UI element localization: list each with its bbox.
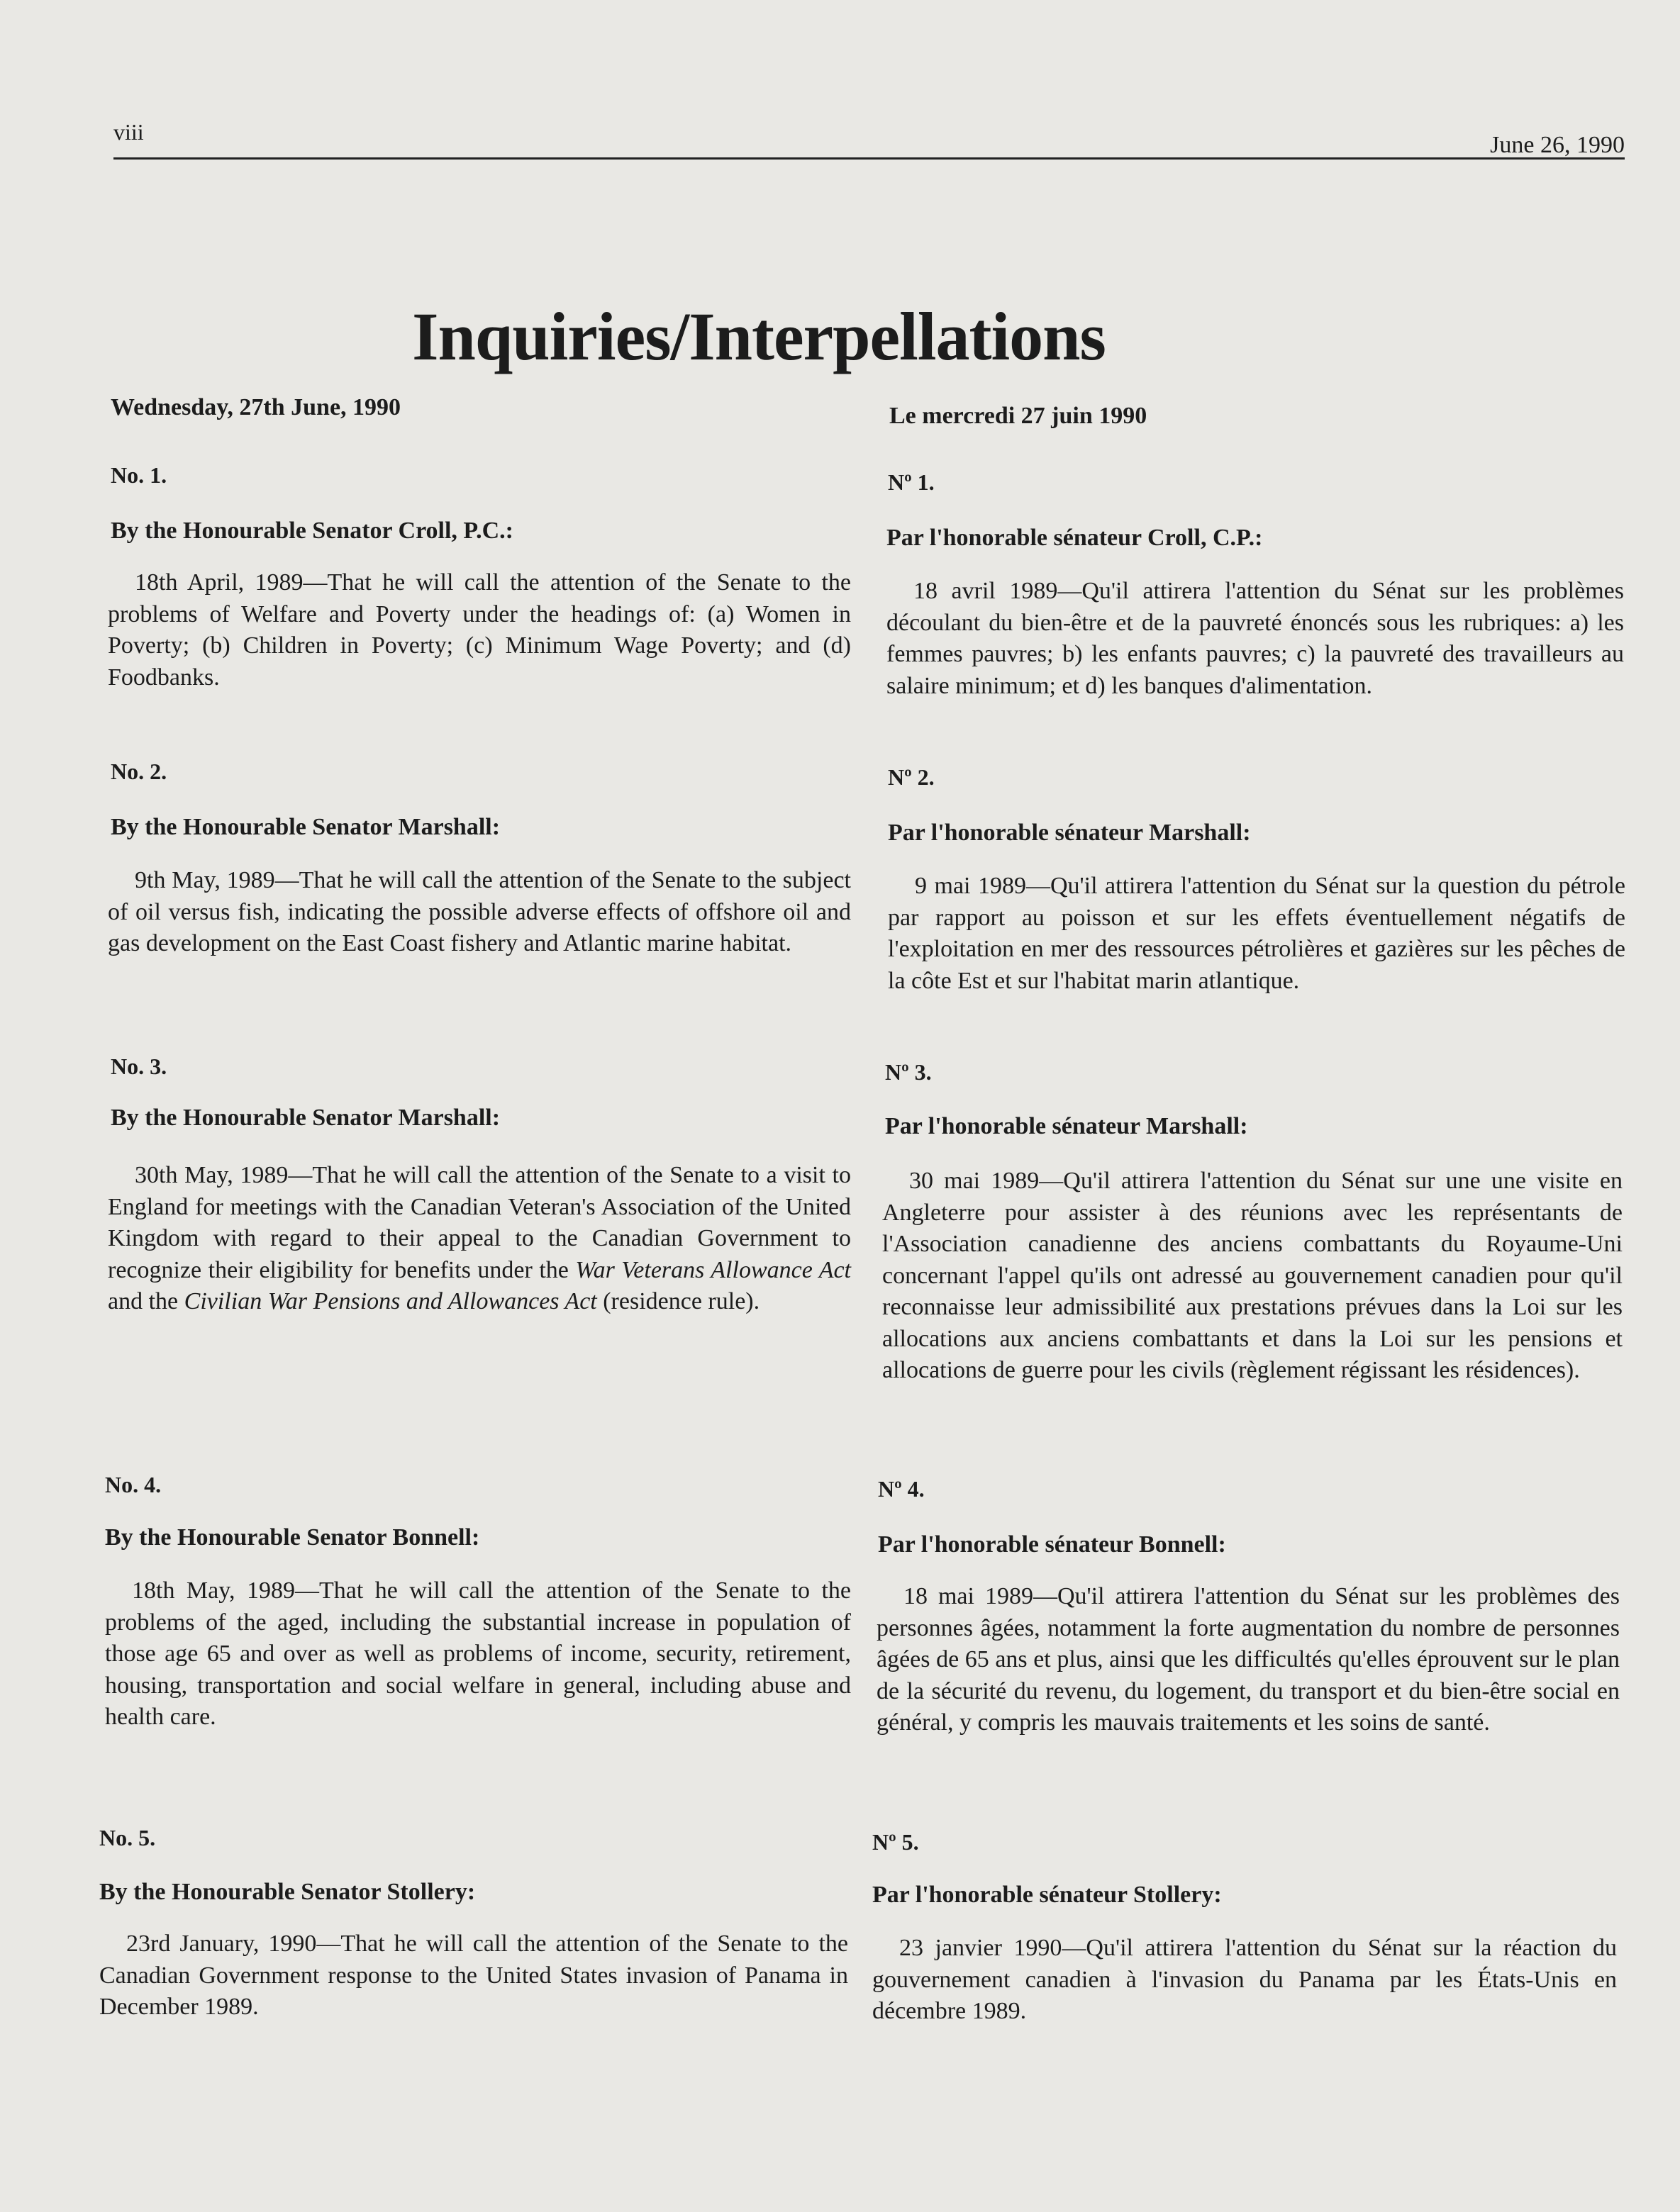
english-date-line: Wednesday, 27th June, 1990 — [111, 394, 401, 420]
french-item-5-number: Nº 5. — [872, 1829, 919, 1855]
english-item-2-text: 9th May, 1989—That he will call the attention of the Senate to the subject of oil versus fish, indicating the possible adverse effects of offshore oil and gas development on the East Coast fishery and Atlantic marine habitat. — [108, 867, 851, 956]
english-item-1-by: By the Honourable Senator Croll, P.C.: — [111, 518, 513, 544]
english-item-5-by: By the Honourable Senator Stollery: — [99, 1879, 476, 1905]
civilian-war-pensions-act: Civilian War Pensions and Allowances Act — [184, 1288, 597, 1314]
french-item-2-number: Nº 2. — [888, 764, 935, 790]
english-item-2-by: By the Honourable Senator Marshall: — [111, 814, 501, 840]
french-item-2-text: 9 mai 1989—Qu'il attirera l'attention du Sénat sur la question du pétrole par rapport au poisson et sur les effets éventuellement négatifs de l'exploitation en mer des ressources pétrolières et gazières sur les pêches de la côte Est et sur l'habitat marin atlantique. — [888, 873, 1625, 994]
french-item-1-by: Par l'honorable sénateur Croll, C.P.: — [886, 525, 1263, 551]
english-item-3-text-part3: (residence rule). — [596, 1288, 760, 1314]
french-item-1-text: 18 avril 1989—Qu'il attirera l'attention du Sénat sur les problèmes découlant du bien-être et de la pauvreté énoncés sous les rubriques: a) les femmes pauvres; b) les enfants pauvres; c) la pauvreté des travailleurs au salaire minimum; et d) les banques d'alimentation. — [886, 578, 1624, 699]
french-item-5-text: 23 janvier 1990—Qu'il attirera l'attention du Sénat sur la réaction du gouvernement canadien à l'invasion du Panama par les États-Unis en décembre 1989. — [872, 1935, 1617, 2024]
english-item-3-number: No. 3. — [111, 1054, 167, 1079]
english-item-3-text-part1: 30th May, 1989—That he will call the attention of the Senate to a visit to England for meetings with the Canadian Veteran's Association of the United Kingdom with regard to their appeal to the Canadian Government to recognize their eligibility for benefits under the — [108, 1162, 851, 1283]
french-item-3-by: Par l'honorable sénateur Marshall: — [885, 1113, 1248, 1139]
english-item-1-number: No. 1. — [111, 462, 167, 488]
french-item-1-number: Nº 1. — [888, 469, 935, 495]
english-item-2-number: No. 2. — [111, 759, 167, 784]
english-item-5-number: No. 5. — [99, 1825, 156, 1850]
war-veterans-allowance-act: War Veterans Allowance Act — [575, 1256, 851, 1283]
english-item-4-number: No. 4. — [105, 1472, 162, 1497]
page-number: viii — [113, 119, 144, 145]
english-item-5-text: 23rd January, 1990—That he will call the attention of the Senate to the Canadian Government response to the United States invasion of Panama in December 1989. — [99, 1931, 848, 2020]
english-item-4-by: By the Honourable Senator Bonnell: — [105, 1524, 480, 1551]
french-item-5-by: Par l'honorable sénateur Stollery: — [872, 1882, 1222, 1908]
french-date-line: Le mercredi 27 juin 1990 — [889, 403, 1147, 429]
header-rule — [113, 157, 1625, 160]
page-date: June 26, 1990 — [1490, 132, 1625, 158]
french-item-3-number: Nº 3. — [885, 1059, 932, 1085]
french-item-4-by: Par l'honorable sénateur Bonnell: — [878, 1531, 1226, 1558]
english-item-3-text — [108, 1160, 851, 1318]
french-item-2-by: Par l'honorable sénateur Marshall: — [888, 820, 1251, 846]
english-item-3-by: By the Honourable Senator Marshall: — [111, 1105, 501, 1131]
english-item-4-text: 18th May, 1989—That he will call the attention of the Senate to the problems of the aged, including the substantial increase in population of those age 65 and over as well as problems of income, security, retirement, housing, transportation and social welfare in general, including abuse and health care. — [105, 1577, 851, 1730]
page-title: Inquiries/Interpellations — [412, 298, 1106, 374]
english-item-1-text: 18th April, 1989—That he will call the attention of the Senate to the problems of Welfare and Poverty under the headings of: (a) Women in Poverty; (b) Children in Poverty; (c) Minimum Wage Poverty; and (d) Foodbanks. — [108, 569, 851, 691]
english-item-3-text-part2: and the — [108, 1288, 184, 1314]
french-item-4-number: Nº 4. — [878, 1476, 925, 1502]
french-item-3-text: 30 mai 1989—Qu'il attirera l'attention du Sénat sur une une visite en Angleterre pour assister à des réunions avec les représentants de l'Association canadienne des anciens combattants du Royaume-Uni concernant l'appel qu'ils ont adressé au gouvernement canadien pour qu'il reconnaisse leur admissibilité aux prestations prévues dans la Loi sur les allocations aux anciens combattants et dans la Loi sur les pensions et allocations de guerre pour les civils (règlement régissant les résidences). — [882, 1168, 1623, 1383]
french-item-4-text: 18 mai 1989—Qu'il attirera l'attention du Sénat sur les problèmes des personnes âgées, notamment la forte augmentation du nombre de personnes âgées de 65 ans et plus, ainsi que les difficultés qu'elles éprouvent sur le plan de la sécurité du revenu, du logement, du transport et du bien-être social en général, y compris les mauvais traitements et les soins de santé. — [877, 1583, 1620, 1736]
